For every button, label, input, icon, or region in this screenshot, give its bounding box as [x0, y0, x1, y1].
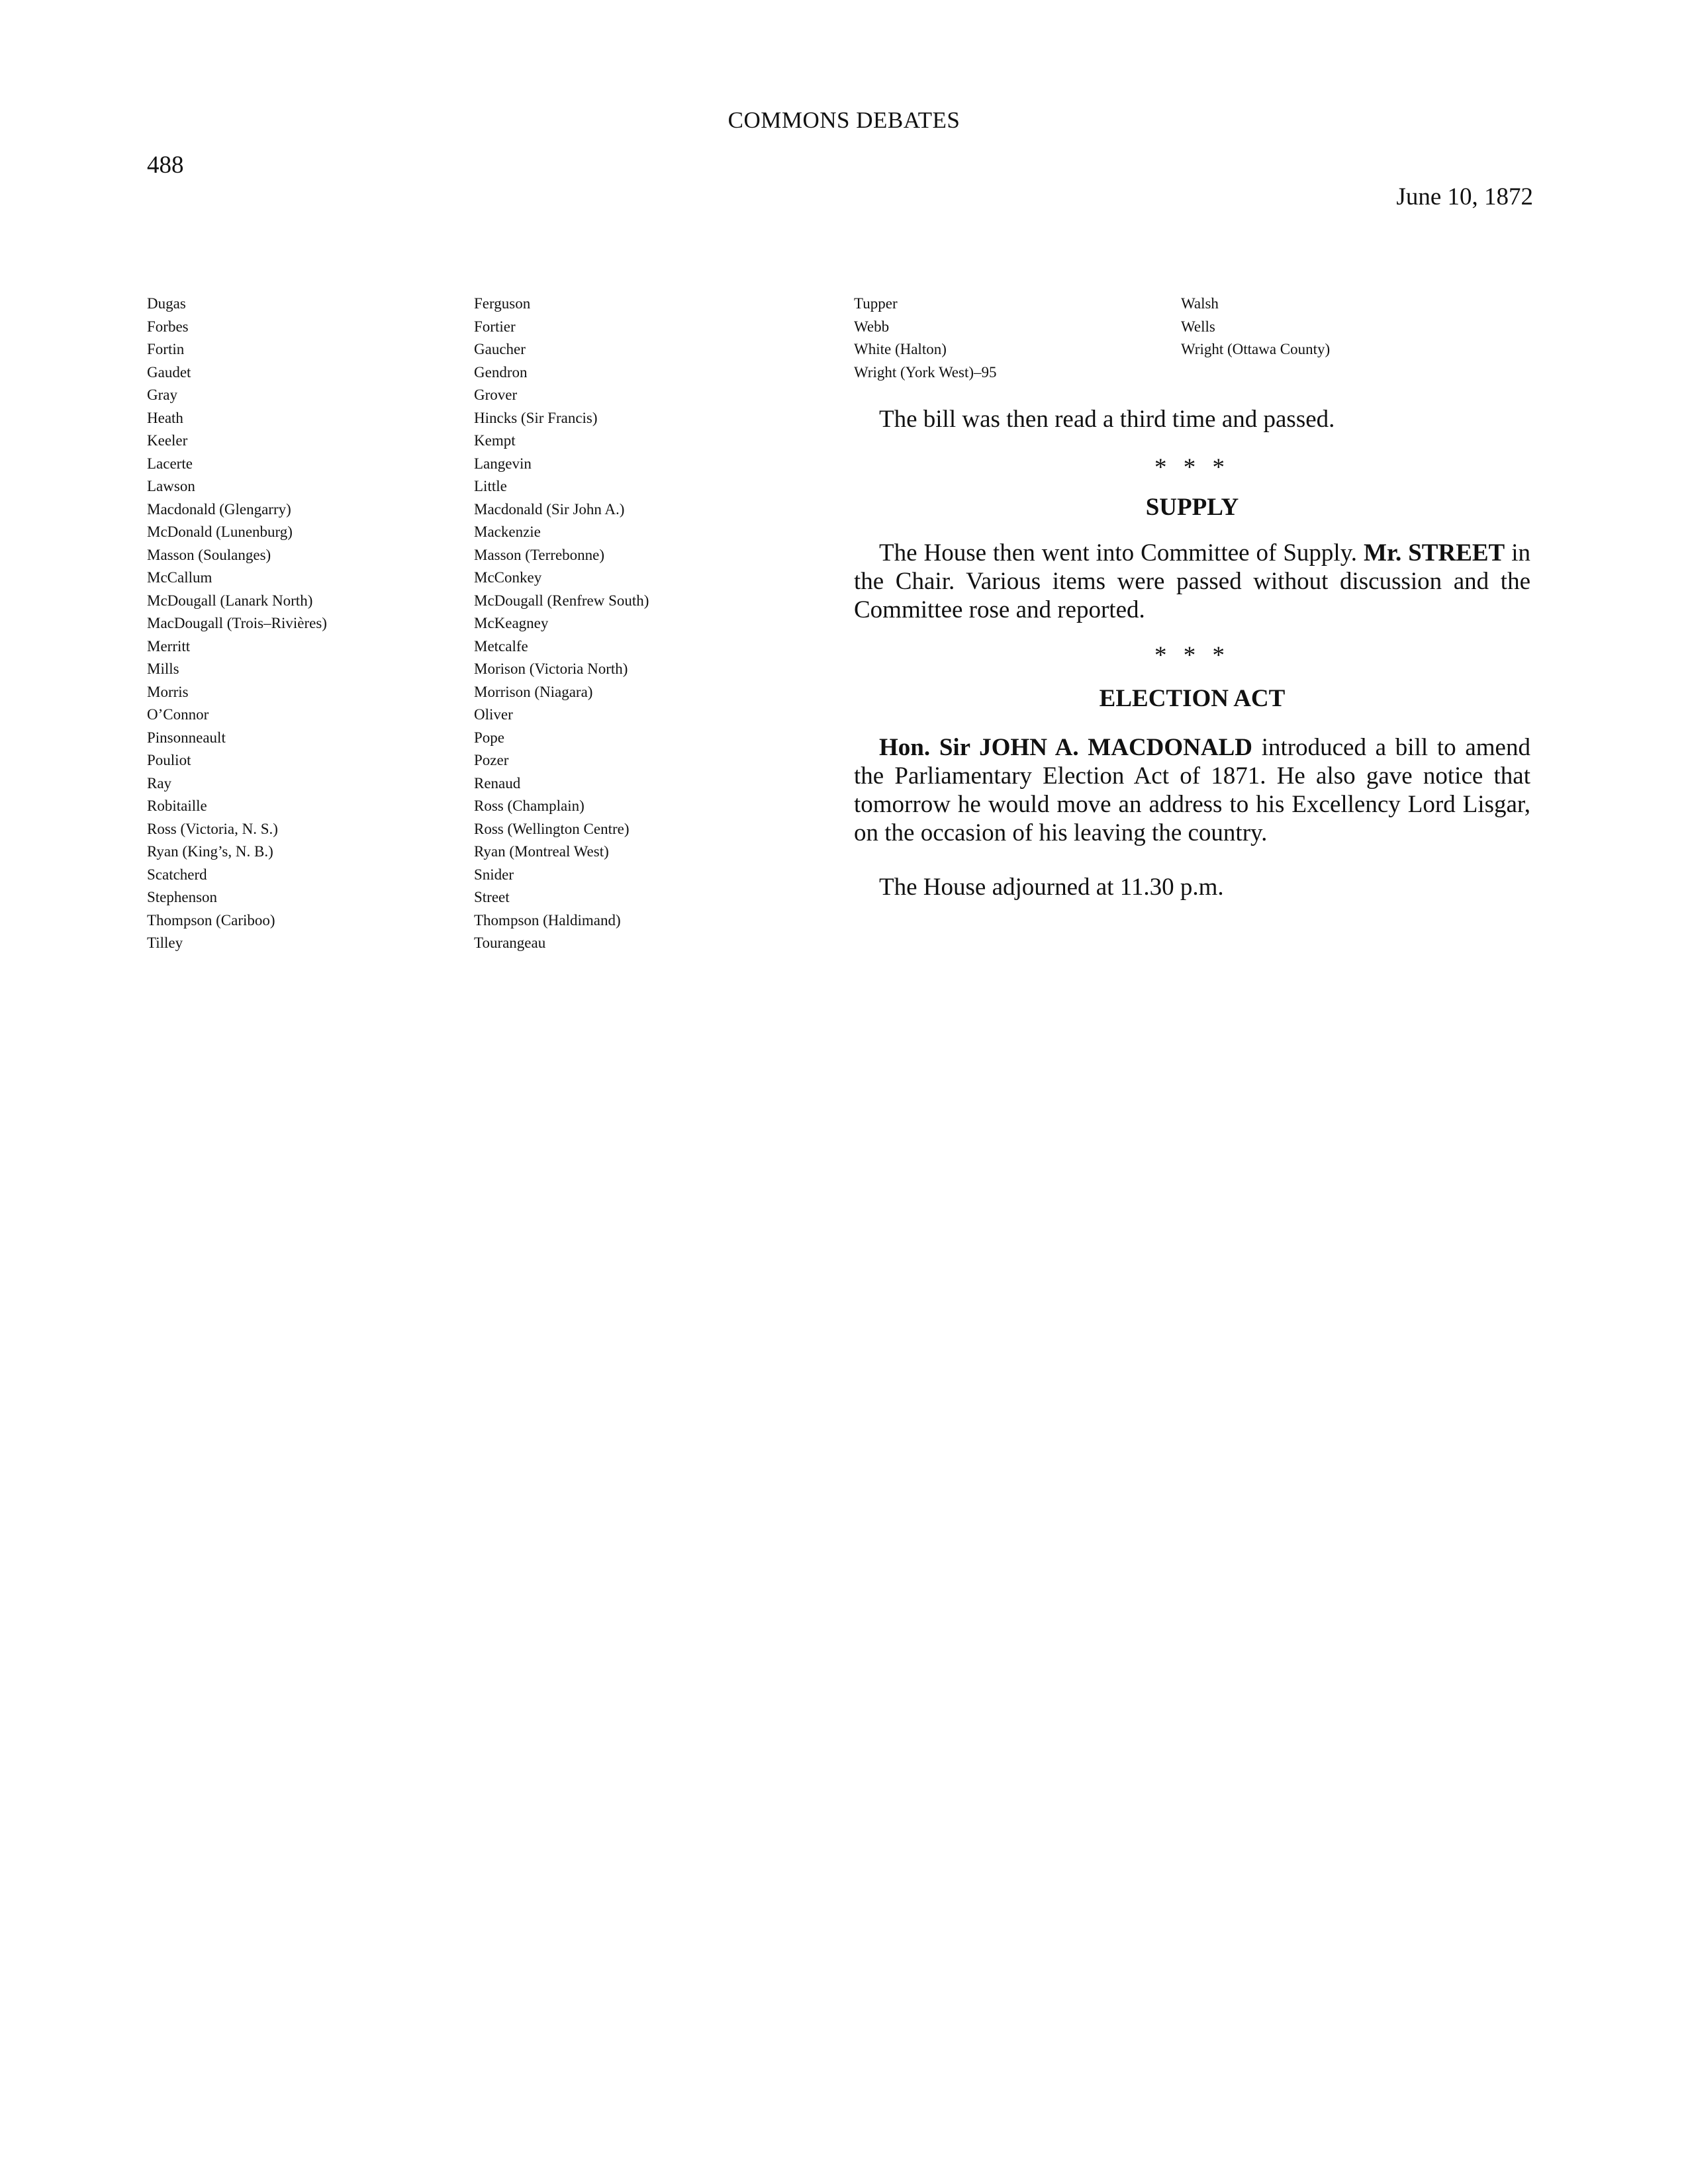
member-name: Snider: [474, 866, 514, 883]
member-name: Renaud: [474, 774, 521, 792]
member-name: Scatcherd: [147, 866, 207, 883]
member-name: McKeagney: [474, 615, 549, 631]
third-reading-paragraph: The bill was then read a third time and passed.: [879, 406, 1335, 433]
member-name: Street: [474, 889, 510, 905]
member-name: Pozer: [474, 752, 509, 768]
member-name: Fortier: [474, 318, 516, 335]
member-name: Morison (Victoria North): [474, 660, 628, 677]
division-list-column-4: [1181, 293, 1330, 361]
member-name: MacDougall (Trois–Rivières): [147, 615, 327, 631]
member-name: Mills: [147, 660, 179, 677]
member-name: Morris: [147, 683, 189, 700]
member-name: Gray: [147, 387, 177, 403]
division-list-column-3: [854, 293, 997, 384]
section-separator: * * *: [1154, 454, 1230, 481]
election-act-paragraph: [854, 733, 1530, 847]
member-name: Thompson (Haldimand): [474, 911, 621, 929]
supply-text-post: in the Chair. Various items were passed without discussion and the Committee rose and reported.: [854, 539, 1531, 623]
member-name: McCallum: [147, 569, 212, 586]
member-name: Little: [474, 478, 507, 494]
page-date: June 10, 1872: [1396, 183, 1533, 210]
member-name: Tupper: [854, 295, 898, 312]
member-name: Keeler: [147, 432, 188, 449]
member-name: Wright (Ottawa County): [1181, 341, 1331, 357]
member-name: Pouliot: [147, 752, 191, 768]
member-name: McDonald (Lunenburg): [147, 523, 293, 540]
member-name: Ross (Wellington Centre): [474, 820, 630, 837]
division-list-column-1: [147, 293, 327, 955]
member-name: Lawson: [147, 478, 195, 494]
member-name: White (Halton): [854, 341, 947, 357]
supply-paragraph: [854, 539, 1530, 624]
member-name: Lacerte: [147, 455, 193, 472]
member-name: Forbes: [147, 318, 189, 335]
member-name: Gaudet: [147, 363, 191, 381]
member-name: Ross (Victoria, N. S.): [147, 820, 278, 837]
member-name: Tourangeau: [474, 934, 546, 951]
member-name: Morrison (Niagara): [474, 683, 593, 700]
member-name: Langevin: [474, 455, 532, 472]
member-name: McConkey: [474, 569, 542, 586]
member-name: Walsh: [1181, 295, 1219, 312]
member-name: Pinsonneault: [147, 729, 226, 746]
member-name: Fortin: [147, 341, 185, 357]
member-name: Oliver: [474, 706, 513, 723]
member-name: Gaucher: [474, 341, 526, 357]
member-name: Metcalfe: [474, 637, 528, 655]
member-name: Gendron: [474, 363, 528, 381]
member-name: McDougall (Renfrew South): [474, 592, 649, 609]
member-name: Kempt: [474, 432, 516, 449]
member-name: Stephenson: [147, 889, 218, 905]
member-name: Heath: [147, 409, 183, 426]
member-name: Macdonald (Sir John A.): [474, 500, 625, 518]
member-name: Masson (Soulanges): [147, 546, 271, 563]
division-list-column-2: [474, 293, 649, 955]
section-separator: * * *: [1154, 642, 1230, 669]
member-name: McDougall (Lanark North): [147, 592, 313, 609]
member-name: Mackenzie: [474, 523, 541, 540]
election-text: introduced a bill to amend the Parliamentary Election Act of 1871. He also gave notice that tomorrow he would move an address to his Excellency Lord Lisgar, on the occasion of his leaving the country.: [854, 734, 1530, 846]
supply-speaker: Mr. STREET: [1364, 539, 1505, 567]
election-speaker: Hon. Sir JOHN A. MACDONALD: [879, 734, 1252, 761]
member-name: Ross (Champlain): [474, 797, 585, 814]
supply-heading: SUPPLY: [1145, 494, 1239, 521]
member-name: Dugas: [147, 295, 186, 312]
member-name: Hincks (Sir Francis): [474, 409, 598, 426]
member-name: Macdonald (Glengarry): [147, 500, 291, 518]
member-name: Ryan (King’s, N. B.): [147, 843, 273, 860]
member-name: Ryan (Montreal West): [474, 843, 609, 860]
member-name: O’Connor: [147, 706, 209, 723]
adjournment-paragraph: The House adjourned at 11.30 p.m.: [879, 874, 1224, 901]
election-act-heading: ELECTION ACT: [1099, 685, 1286, 712]
member-name: Webb: [854, 318, 890, 335]
member-name: Tilley: [147, 934, 183, 951]
member-name: Thompson (Cariboo): [147, 911, 275, 929]
member-name: Wells: [1181, 318, 1215, 335]
page-number: 488: [147, 152, 184, 179]
member-name: Ferguson: [474, 295, 531, 312]
member-name: Merritt: [147, 637, 191, 655]
member-name: Robitaille: [147, 797, 207, 814]
member-name: Wright (York West)–95: [854, 363, 997, 381]
member-name: Masson (Terrebonne): [474, 546, 605, 563]
member-name: Pope: [474, 729, 504, 746]
running-head: COMMONS DEBATES: [727, 107, 961, 133]
member-name: Grover: [474, 387, 518, 403]
proceedings-text: [854, 405, 1530, 901]
member-name: Ray: [147, 774, 172, 792]
supply-text-pre: The House then went into Committee of Supply.: [879, 539, 1364, 567]
